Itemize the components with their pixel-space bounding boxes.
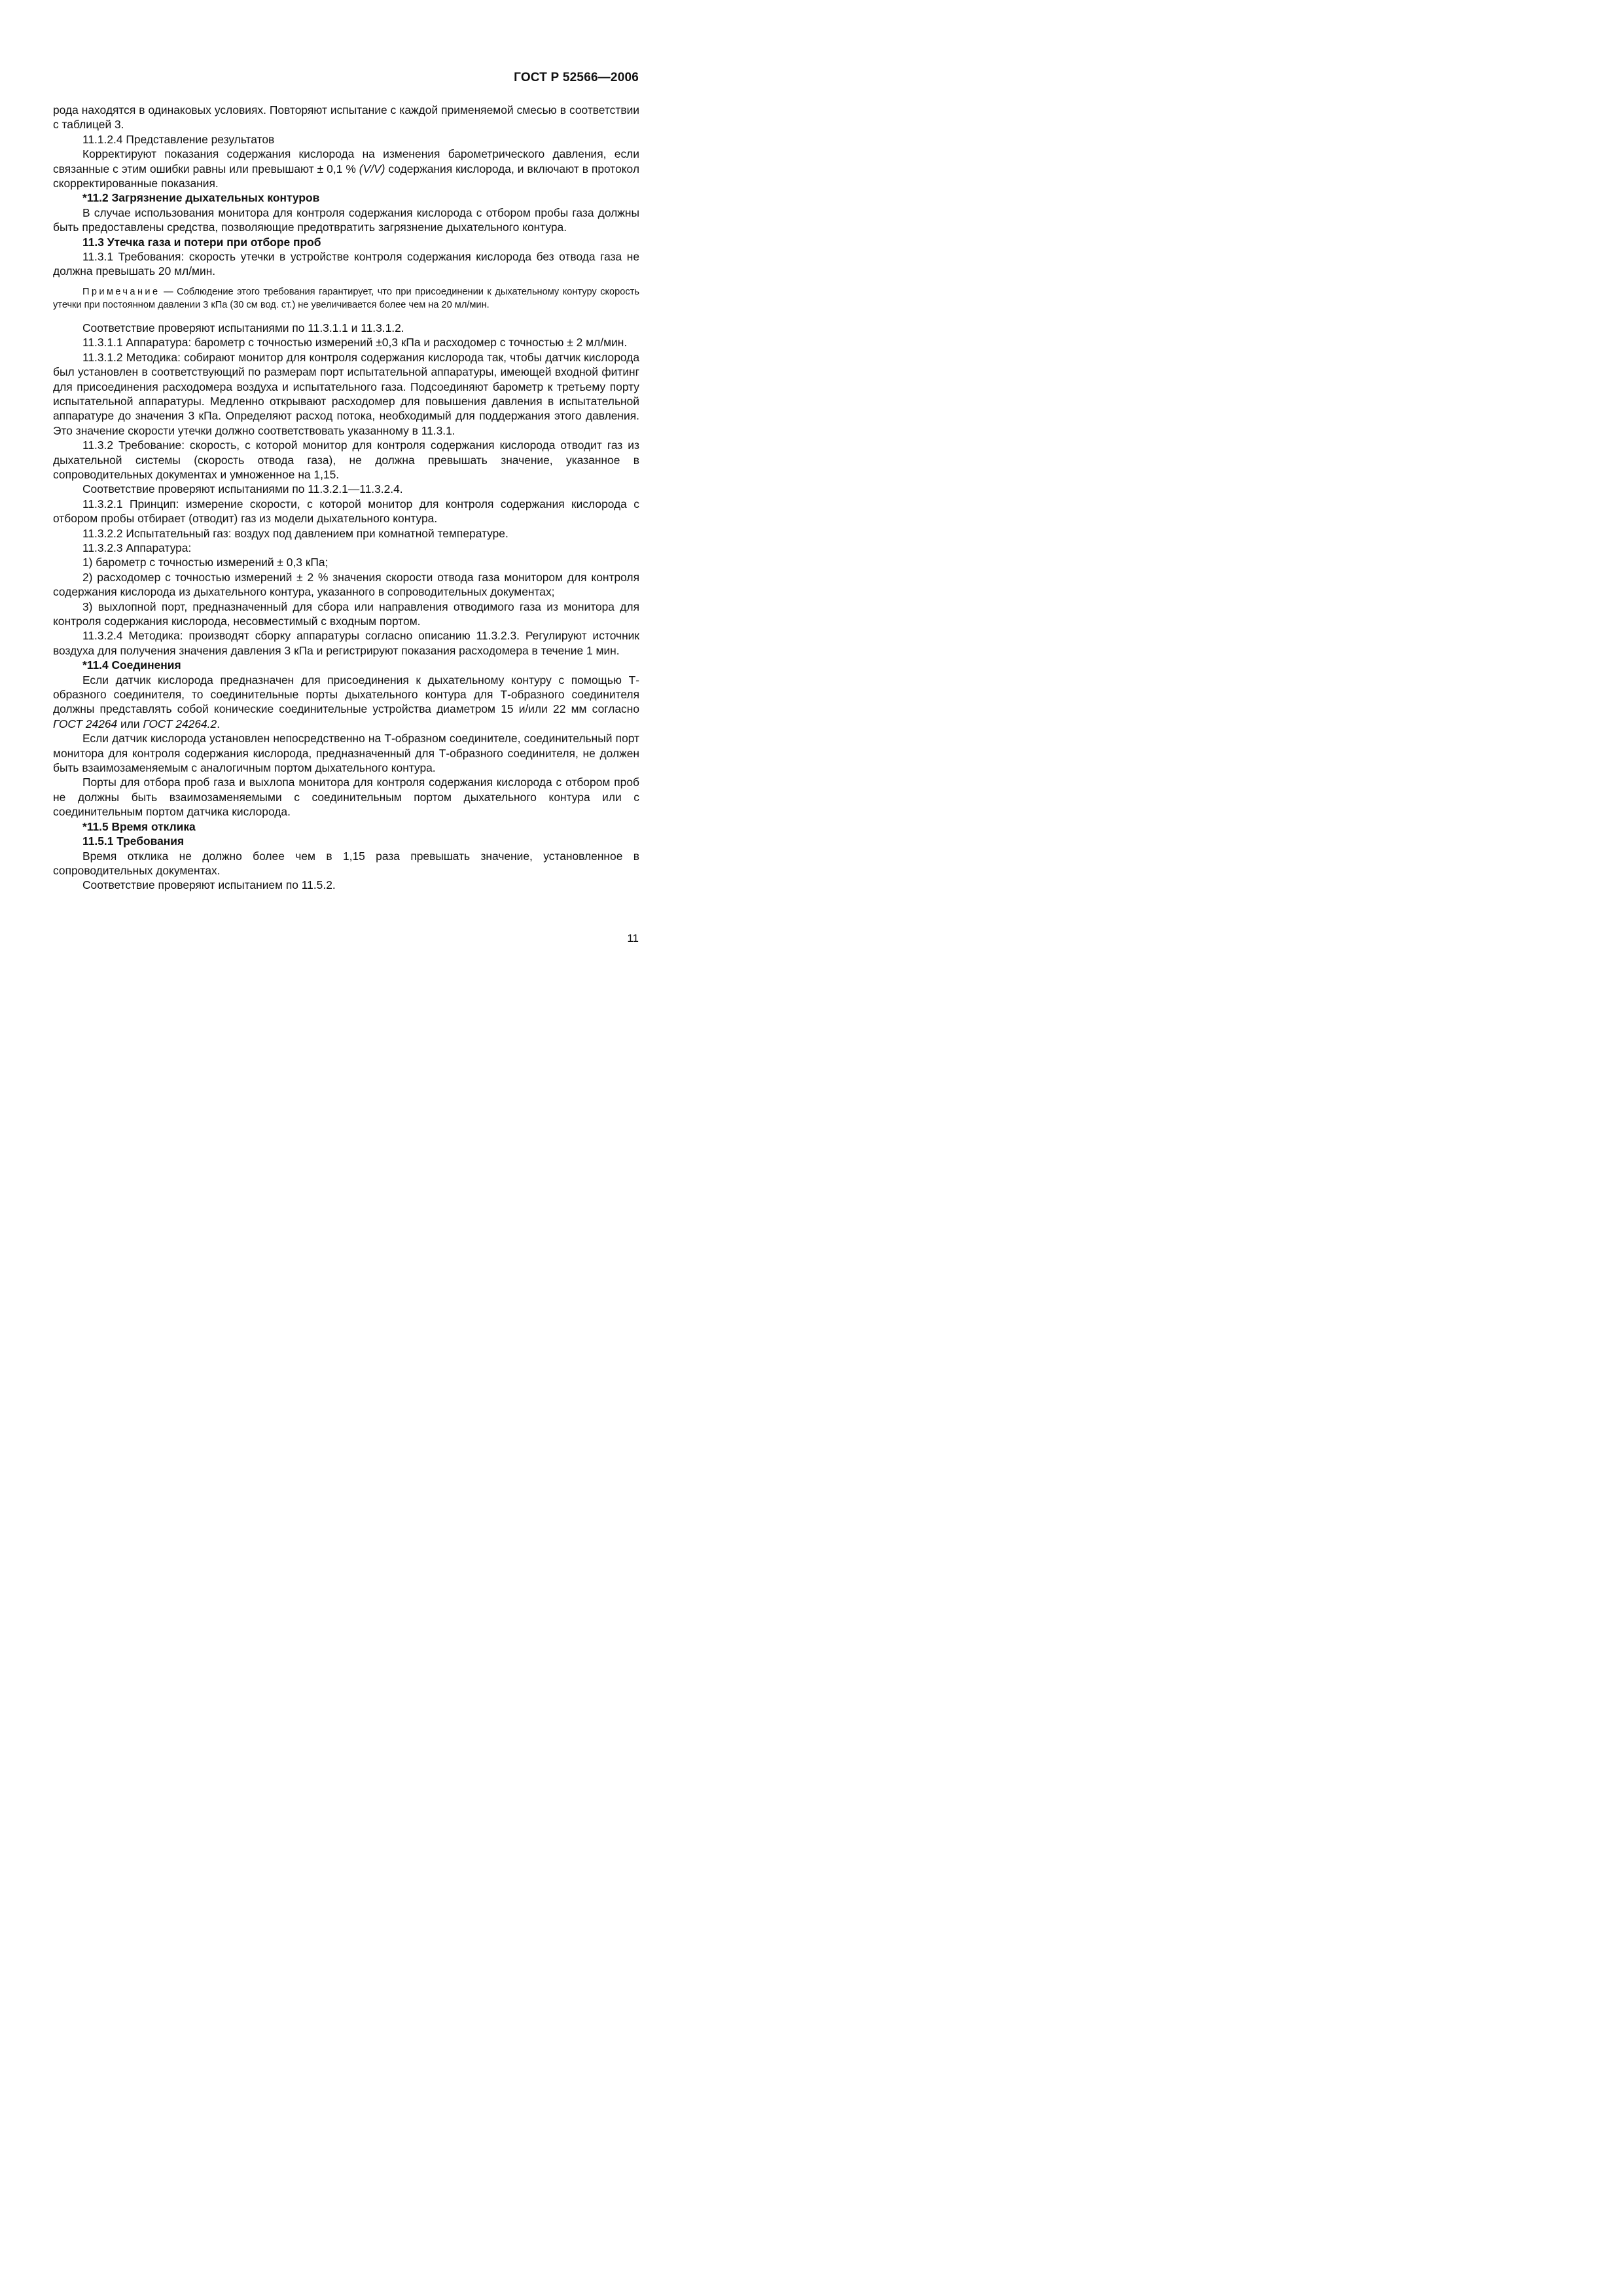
section-heading-11-2: *11.2 Загрязнение дыхательных контуров [82, 191, 320, 205]
list-item: 2) расходомер с точностью измерений ± 2 % значения скорости отвода газа монитором для контроля содержания кислорода из дыхательного контура, указанного в сопроводительных документах; [53, 570, 639, 599]
paragraph: рода находятся в одинаковых условиях. Повторяют испытание с каждой применяемой смесью в соответствии с таблицей 3. [53, 103, 639, 132]
page-body [53, 103, 639, 893]
unit-italic: (V/V) [359, 162, 385, 175]
paragraph: 11.3.1.2 Методика: собирают монитор для контроля содержания кислорода так, чтобы датчик кислорода был установлен в соответствующий по размерам порт испытательной аппаратуры, имеющей входной фитинг для присоединения расходомера воздуха и испытательного газа. Подсоединяют барометр к третьему порту испытательной аппаратуры. Медленно открывают расходомер для повышения давления в испытательной аппаратуре до значения 3 кПа. Определяют расход потока, необходимый для поддержания этого давления. Это значение скорости утечки должно соответствовать указанному в 11.3.1. [53, 350, 639, 437]
text-run: Корректируют показания содержания кислорода на изменения барометрического давления, если связанные с этим ошибки равны или превышают ± 0,1 % [53, 147, 639, 175]
paragraph: 11.3.2 Требование: скорость, с которой монитор для контроля содержания кислорода отводит газ из дыхательной системы (скорость отвода газа), не должна превышать значение, указанное в сопроводительных документах и умноженное на 1,15. [53, 439, 639, 481]
paragraph: Соответствие проверяют испытаниями по 11.3.1.1 и 11.3.1.2. [82, 321, 404, 334]
paragraph: Порты для отбора проб газа и выхлопа монитора для контроля содержания кислорода с отбором проб не должны быть взаимозаменяемыми с соединительным портом дыхательного контура или с соединительным портом датчика кислорода. [53, 776, 639, 819]
paragraph: Если датчик кислорода установлен непосредственно на Т-образном соединителе, соединительный порт монитора для контроля содержания кислорода, предназначенный для Т-образного соединителя, не должен быть взаимозаменяемым с аналогичным портом дыхательного контура. [53, 732, 639, 775]
section-heading-11-5: *11.5 Время отклика [82, 819, 196, 833]
note-paragraph [53, 285, 639, 312]
text-run: содержания кислорода, и включают в протокол скорректированные показания. [53, 162, 639, 190]
subsection-heading-11-5-1: 11.5.1 Требования [82, 834, 185, 848]
note-label: Примечание [82, 286, 160, 297]
list-item: 3) выхлопной порт, предназначенный для сбора или направления отводимого газа из монитора для контроля содержания кислорода, несовместимый с входным портом. [53, 600, 639, 628]
section-heading-11-3: 11.3 Утечка газа и потери при отборе проб [82, 235, 321, 249]
paragraph: В случае использования монитора для контроля содержания кислорода с отбором пробы газа должны быть предоставлены средства, позволяющие предотвратить загрязнение дыхательного контура. [53, 206, 639, 234]
paragraph: Соответствие проверяют испытаниями по 11.3.2.1—11.3.2.4. [82, 482, 403, 496]
section-heading-11-4: *11.4 Соединения [82, 658, 181, 672]
document-page [0, 0, 720, 1018]
standard-reference: ГОСТ 24264.2 [143, 717, 217, 730]
paragraph: Соответствие проверяют испытанием по 11.5.2. [82, 878, 336, 892]
paragraph [53, 673, 639, 732]
paragraph: 11.3.2.3 Аппаратура: [82, 541, 192, 554]
paragraph: 11.3.2.1 Принцип: измерение скорости, с которой монитор для контроля содержания кислорода с отбором пробы отбирает (отводит) газ из модели дыхательного контура. [53, 497, 639, 526]
paragraph: Время отклика не должно более чем в 1,15 раза превышать значение, установленное в сопроводительных документах. [53, 849, 639, 877]
paragraph: 11.3.1 Требования: скорость утечки в устройстве контроля содержания кислорода без отвода газа не должна превышать 20 мл/мин. [53, 250, 639, 278]
paragraph: 11.3.1.1 Аппаратура: барометр с точностью измерений ±0,3 кПа и расходомер с точностью ± 2 мл/мин. [82, 336, 628, 350]
note-text: — Соблюдение этого требования гарантирует, что при присоединении к дыхательному контуру скорость утечки при постоянном давлении 3 кПа (30 см вод. ст.) не увеличивается более чем на 20 мл/мин. [53, 286, 639, 310]
paragraph: 11.3.2.4 Методика: производят сборку аппаратуры согласно описанию 11.3.2.3. Регулируют источник воздуха для получения значения давления 3 кПа и регистрируют показания расходомера в течение 1 мин. [53, 629, 639, 657]
text-run: Если датчик кислорода предназначен для присоединения к дыхательному контуру с помощью Т-образного соединителя, то соединительные порты дыхательного контура для Т-образного соединителя должны представлять собой конические соединительные устройства диаметром 15 и/или 22 мм согласно [53, 673, 639, 716]
page-number: 11 [627, 932, 639, 944]
paragraph [53, 147, 639, 190]
subsection-heading-11-1-2-4: 11.1.2.4 Представление результатов [82, 132, 275, 146]
text-run: . [217, 717, 221, 730]
list-item: 1) барометр с точностью измерений ± 0,3 кПа; [82, 556, 329, 569]
text-run: или [117, 717, 143, 730]
standard-reference: ГОСТ 24264 [53, 717, 118, 730]
document-code-header: ГОСТ Р 52566—2006 [514, 71, 639, 84]
paragraph: 11.3.2.2 Испытательный газ: воздух под давлением при комнатной температуре. [82, 526, 508, 540]
